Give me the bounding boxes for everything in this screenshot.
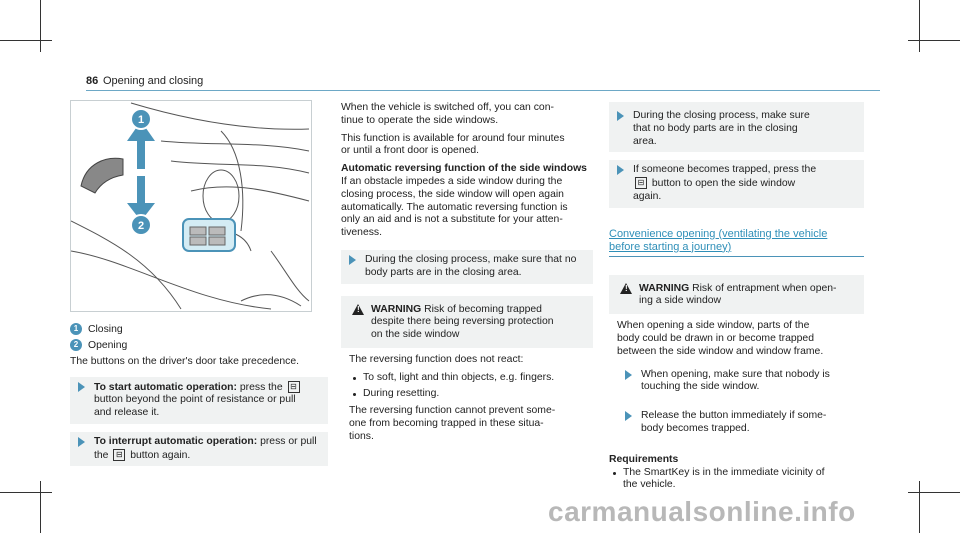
window-switch-icon: ⊟ xyxy=(635,177,647,189)
crop-mark xyxy=(919,481,920,533)
legend-label: Opening xyxy=(88,339,128,351)
door-switch-illustration xyxy=(70,100,312,312)
crop-mark xyxy=(908,492,960,493)
door-panel-drawing xyxy=(71,101,311,311)
callout-2: 2 xyxy=(137,220,145,232)
warning-box: ! WARNING Risk of entrapment when open- ing a side window When opening a side window, parts of the body could be drawn in or become trapped between the side window and window frame. When opening, make sure that nobody is touching the side window. Release the button immediately if some- body becomes trapped. xyxy=(609,275,864,446)
crop-mark xyxy=(40,481,41,533)
window-switch-icon: ⊟ xyxy=(288,381,300,393)
window-switch-icon: ⊟ xyxy=(113,449,125,461)
up-arrow-icon xyxy=(137,139,145,169)
legend-number: 2 xyxy=(70,339,82,351)
step-closing-care: During the closing process, make sure that no body parts are in the closing area. xyxy=(609,102,864,152)
step-arrow-icon xyxy=(78,437,85,447)
legend-label: Closing xyxy=(88,323,123,335)
switch-icon xyxy=(81,158,123,193)
step-arrow-icon xyxy=(349,255,356,265)
step-start-auto: To start automatic operation: press the ⊟ button beyond the point of resistance or pull and release it. xyxy=(70,377,328,424)
list-item: During resetting. xyxy=(349,388,585,401)
warning-icon: ! xyxy=(352,304,364,315)
step-closing: During the closing process, make sure that no body parts are in the closing area. xyxy=(341,250,593,284)
warning-label: WARNING xyxy=(639,282,690,294)
step-arrow-icon xyxy=(625,370,632,380)
crop-mark xyxy=(0,40,52,41)
step-arrow-icon xyxy=(78,382,85,392)
heading-rule xyxy=(609,256,864,257)
warning-step: When opening, make sure that nobody is touching the side window. xyxy=(617,365,856,399)
list-item: To soft, light and thin objects, e.g. fingers. xyxy=(349,372,585,385)
subheading: Automatic reversing function of the side windows xyxy=(341,163,587,175)
warning-step: Release the button immediately if some- body becomes trapped. xyxy=(617,406,856,440)
warning-label: WARNING xyxy=(371,303,422,315)
crop-mark xyxy=(0,492,52,493)
down-arrow-icon xyxy=(137,176,145,204)
step-arrow-icon xyxy=(617,165,624,175)
intro-text: The buttons on the driver's door take precedence. xyxy=(70,356,299,368)
left-column xyxy=(70,323,328,474)
step-arrow-icon xyxy=(617,111,624,121)
crop-mark xyxy=(908,40,960,41)
crop-mark xyxy=(40,0,41,52)
watermark: carmanualsonline.info xyxy=(548,496,856,527)
step-arrow-icon xyxy=(625,411,632,421)
header-rule xyxy=(86,90,880,91)
list-item: The SmartKey is in the immediate vicinity of the vehicle. xyxy=(609,467,864,493)
callout-1: 1 xyxy=(137,114,145,126)
step-title: To start automatic operation: xyxy=(94,381,237,393)
legend-number: 1 xyxy=(70,323,82,335)
section-title: Opening and closing xyxy=(103,75,204,87)
right-column xyxy=(609,102,864,495)
requirements-title: Requirements xyxy=(609,453,679,465)
page-number: 86 xyxy=(86,75,99,87)
step-trapped: If someone becomes trapped, press the ⊟ button to open the side window again. xyxy=(609,160,864,207)
warning-icon: ! xyxy=(620,283,632,294)
paragraph: When the vehicle is switched off, you can con- tinue to operate the side windows. xyxy=(341,102,554,126)
step-title: To interrupt automatic operation: xyxy=(94,436,258,448)
middle-column xyxy=(341,102,593,463)
step-interrupt-auto: To interrupt automatic operation: press or pull the ⊟ button again. xyxy=(70,432,328,466)
paragraph: If an obstacle impedes a side window during the closing process, the side window will open again automatically. The automatic reversing function is only an aid and is not a substitute for your atten- tiveness. xyxy=(341,175,568,239)
legend-item xyxy=(70,323,328,337)
section-heading: Convenience opening (ventilating the vehicle before starting a journey) xyxy=(609,227,828,253)
legend-item xyxy=(70,339,328,353)
warning-box: ! WARNING Risk of becoming trapped despite there being reversing protection on the side window The reversing function does not react: To soft, light and thin objects, e.g. fingers. During resetting. The reversing function cannot prevent some- one from becoming trapped in these situa- tions. xyxy=(341,296,593,455)
paragraph: This function is available for around four minutes or until a front door is opened. xyxy=(341,132,565,157)
crop-mark xyxy=(919,0,920,52)
